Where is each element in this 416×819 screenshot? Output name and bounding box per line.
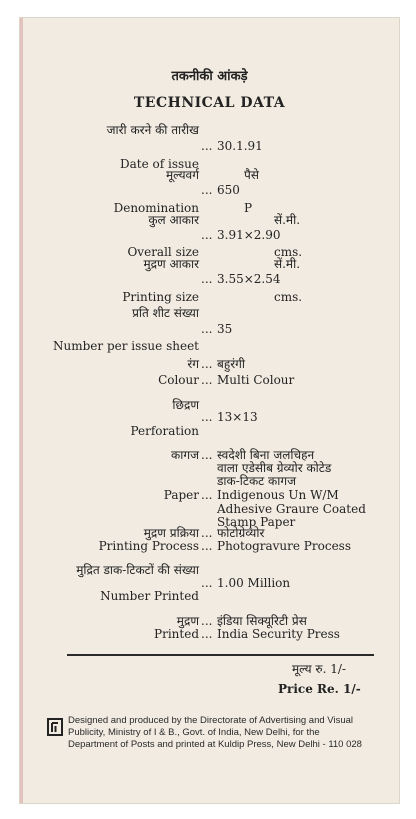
printed-sep: ... bbox=[201, 627, 213, 641]
paper-sep-hindi: ... bbox=[201, 448, 213, 462]
denomination-label: Denomination bbox=[113, 201, 199, 215]
sheet-edge bbox=[20, 18, 23, 803]
printing-size-sep: ... bbox=[201, 272, 213, 286]
overall-size-unit: cms. bbox=[274, 245, 303, 259]
perforation-value: 13×13 bbox=[217, 410, 258, 424]
overall-size-label-hindi: कुल आकार bbox=[148, 213, 199, 227]
colour-label-hindi: रंग bbox=[187, 357, 199, 371]
paper-value-1: Indigenous Un W/M bbox=[217, 488, 339, 502]
paper-label-hindi: कागज bbox=[171, 448, 199, 462]
printing-process-sep-hindi: ... bbox=[201, 526, 213, 540]
printing-size-unit-hindi: सें.मी. bbox=[274, 257, 301, 271]
overall-size-unit-hindi: सें.मी. bbox=[274, 213, 301, 227]
paper-sep: ... bbox=[201, 488, 213, 502]
perforation-sep: ... bbox=[201, 410, 213, 424]
number-printed-label-hindi: मुद्रित डाक-टिकटों की संख्या bbox=[76, 563, 199, 577]
date-of-issue-sep: ... bbox=[201, 139, 213, 153]
overall-size-sep: ... bbox=[201, 228, 213, 242]
technical-data-sheet bbox=[20, 18, 399, 803]
printing-size-label: Printing size bbox=[122, 290, 199, 304]
credit-line-3: Department of Posts and printed at Kuldip Press, New Delhi - 110 028 bbox=[68, 739, 362, 750]
credit-line-1: Designed and produced by the Directorate of Advertising and Visual bbox=[68, 715, 354, 726]
dav-logo-icon bbox=[47, 718, 63, 736]
price-hindi: मूल्य रु. 1/- bbox=[292, 662, 346, 676]
number-per-sheet-value: 35 bbox=[217, 322, 233, 336]
printing-size-label-hindi: मुद्रण आकार bbox=[143, 257, 199, 271]
printing-size-value: 3.55×2.54 bbox=[217, 272, 281, 286]
credit-line-2: Publicity, Ministry of I & B., Govt. of India, New Delhi, for the bbox=[68, 727, 320, 738]
perforation-label-hindi: छिद्रण bbox=[172, 398, 199, 412]
denomination-unit-hindi: पैसे bbox=[244, 168, 259, 182]
printing-size-unit: cms. bbox=[274, 290, 303, 304]
date-of-issue-label: Date of issue bbox=[120, 157, 199, 171]
colour-sep: ... bbox=[201, 373, 213, 387]
denomination-sep: ... bbox=[201, 183, 213, 197]
paper-value-hindi-2: वाला एडेसीब ग्रेव्योर कोटेड bbox=[217, 461, 332, 475]
number-per-sheet-sep: ... bbox=[201, 322, 213, 336]
publisher-credit bbox=[68, 715, 388, 751]
number-per-sheet-label-hindi: प्रति शीट संख्या bbox=[132, 306, 199, 320]
overall-size-label: Overall size bbox=[127, 245, 199, 259]
number-printed-sep: ... bbox=[201, 576, 213, 590]
printing-process-label: Printing Process bbox=[98, 539, 199, 553]
printed-label: Printed bbox=[154, 627, 199, 641]
colour-value: Multi Colour bbox=[217, 373, 295, 387]
printing-process-sep: ... bbox=[201, 539, 213, 553]
divider-rule bbox=[67, 654, 374, 656]
perforation-label: Perforation bbox=[130, 424, 199, 438]
printed-label-hindi: मुद्रण bbox=[176, 614, 199, 628]
paper-label: Paper bbox=[163, 488, 199, 502]
number-per-sheet-label: Number per issue sheet bbox=[53, 339, 199, 353]
title-english: TECHNICAL DATA bbox=[133, 95, 286, 111]
printed-sep-hindi: ... bbox=[201, 614, 213, 628]
date-of-issue-label-hindi: जारी करने की तारीख bbox=[106, 123, 199, 137]
printing-process-value: Photogravure Process bbox=[217, 539, 351, 553]
number-printed-value: 1.00 Million bbox=[217, 576, 291, 590]
printing-process-value-hindi: फोटोग्रेव्योर bbox=[217, 526, 265, 540]
number-printed-label: Number Printed bbox=[100, 589, 199, 603]
denomination-unit: P bbox=[244, 201, 253, 215]
paper-value-hindi-1: स्वदेशी बिना जलचिहन bbox=[217, 448, 315, 462]
denomination-value: 650 bbox=[217, 183, 240, 197]
overall-size-value: 3.91×2.90 bbox=[217, 228, 281, 242]
paper-value-hindi-3: डाक-टिकट कागज bbox=[217, 474, 297, 488]
colour-sep-hindi: ... bbox=[201, 357, 213, 371]
paper-value-2: Adhesive Graure Coated bbox=[217, 502, 366, 516]
title-hindi: तकनीकी आंकड़े bbox=[171, 69, 248, 84]
paper-value-3: Stamp Paper bbox=[217, 515, 296, 529]
printed-value: India Security Press bbox=[217, 627, 340, 641]
denomination-label-hindi: मूल्यवर्ग bbox=[165, 168, 199, 182]
printed-value-hindi: इंडिया सिक्यूरिटी प्रेस bbox=[217, 614, 307, 628]
date-of-issue-value: 30.1.91 bbox=[217, 139, 263, 153]
price-english: Price Re. 1/- bbox=[278, 682, 361, 696]
printing-process-label-hindi: मुद्रण प्रक्रिया bbox=[143, 526, 199, 540]
colour-value-hindi: बहुरंगी bbox=[217, 357, 245, 371]
colour-label: Colour bbox=[158, 373, 199, 387]
